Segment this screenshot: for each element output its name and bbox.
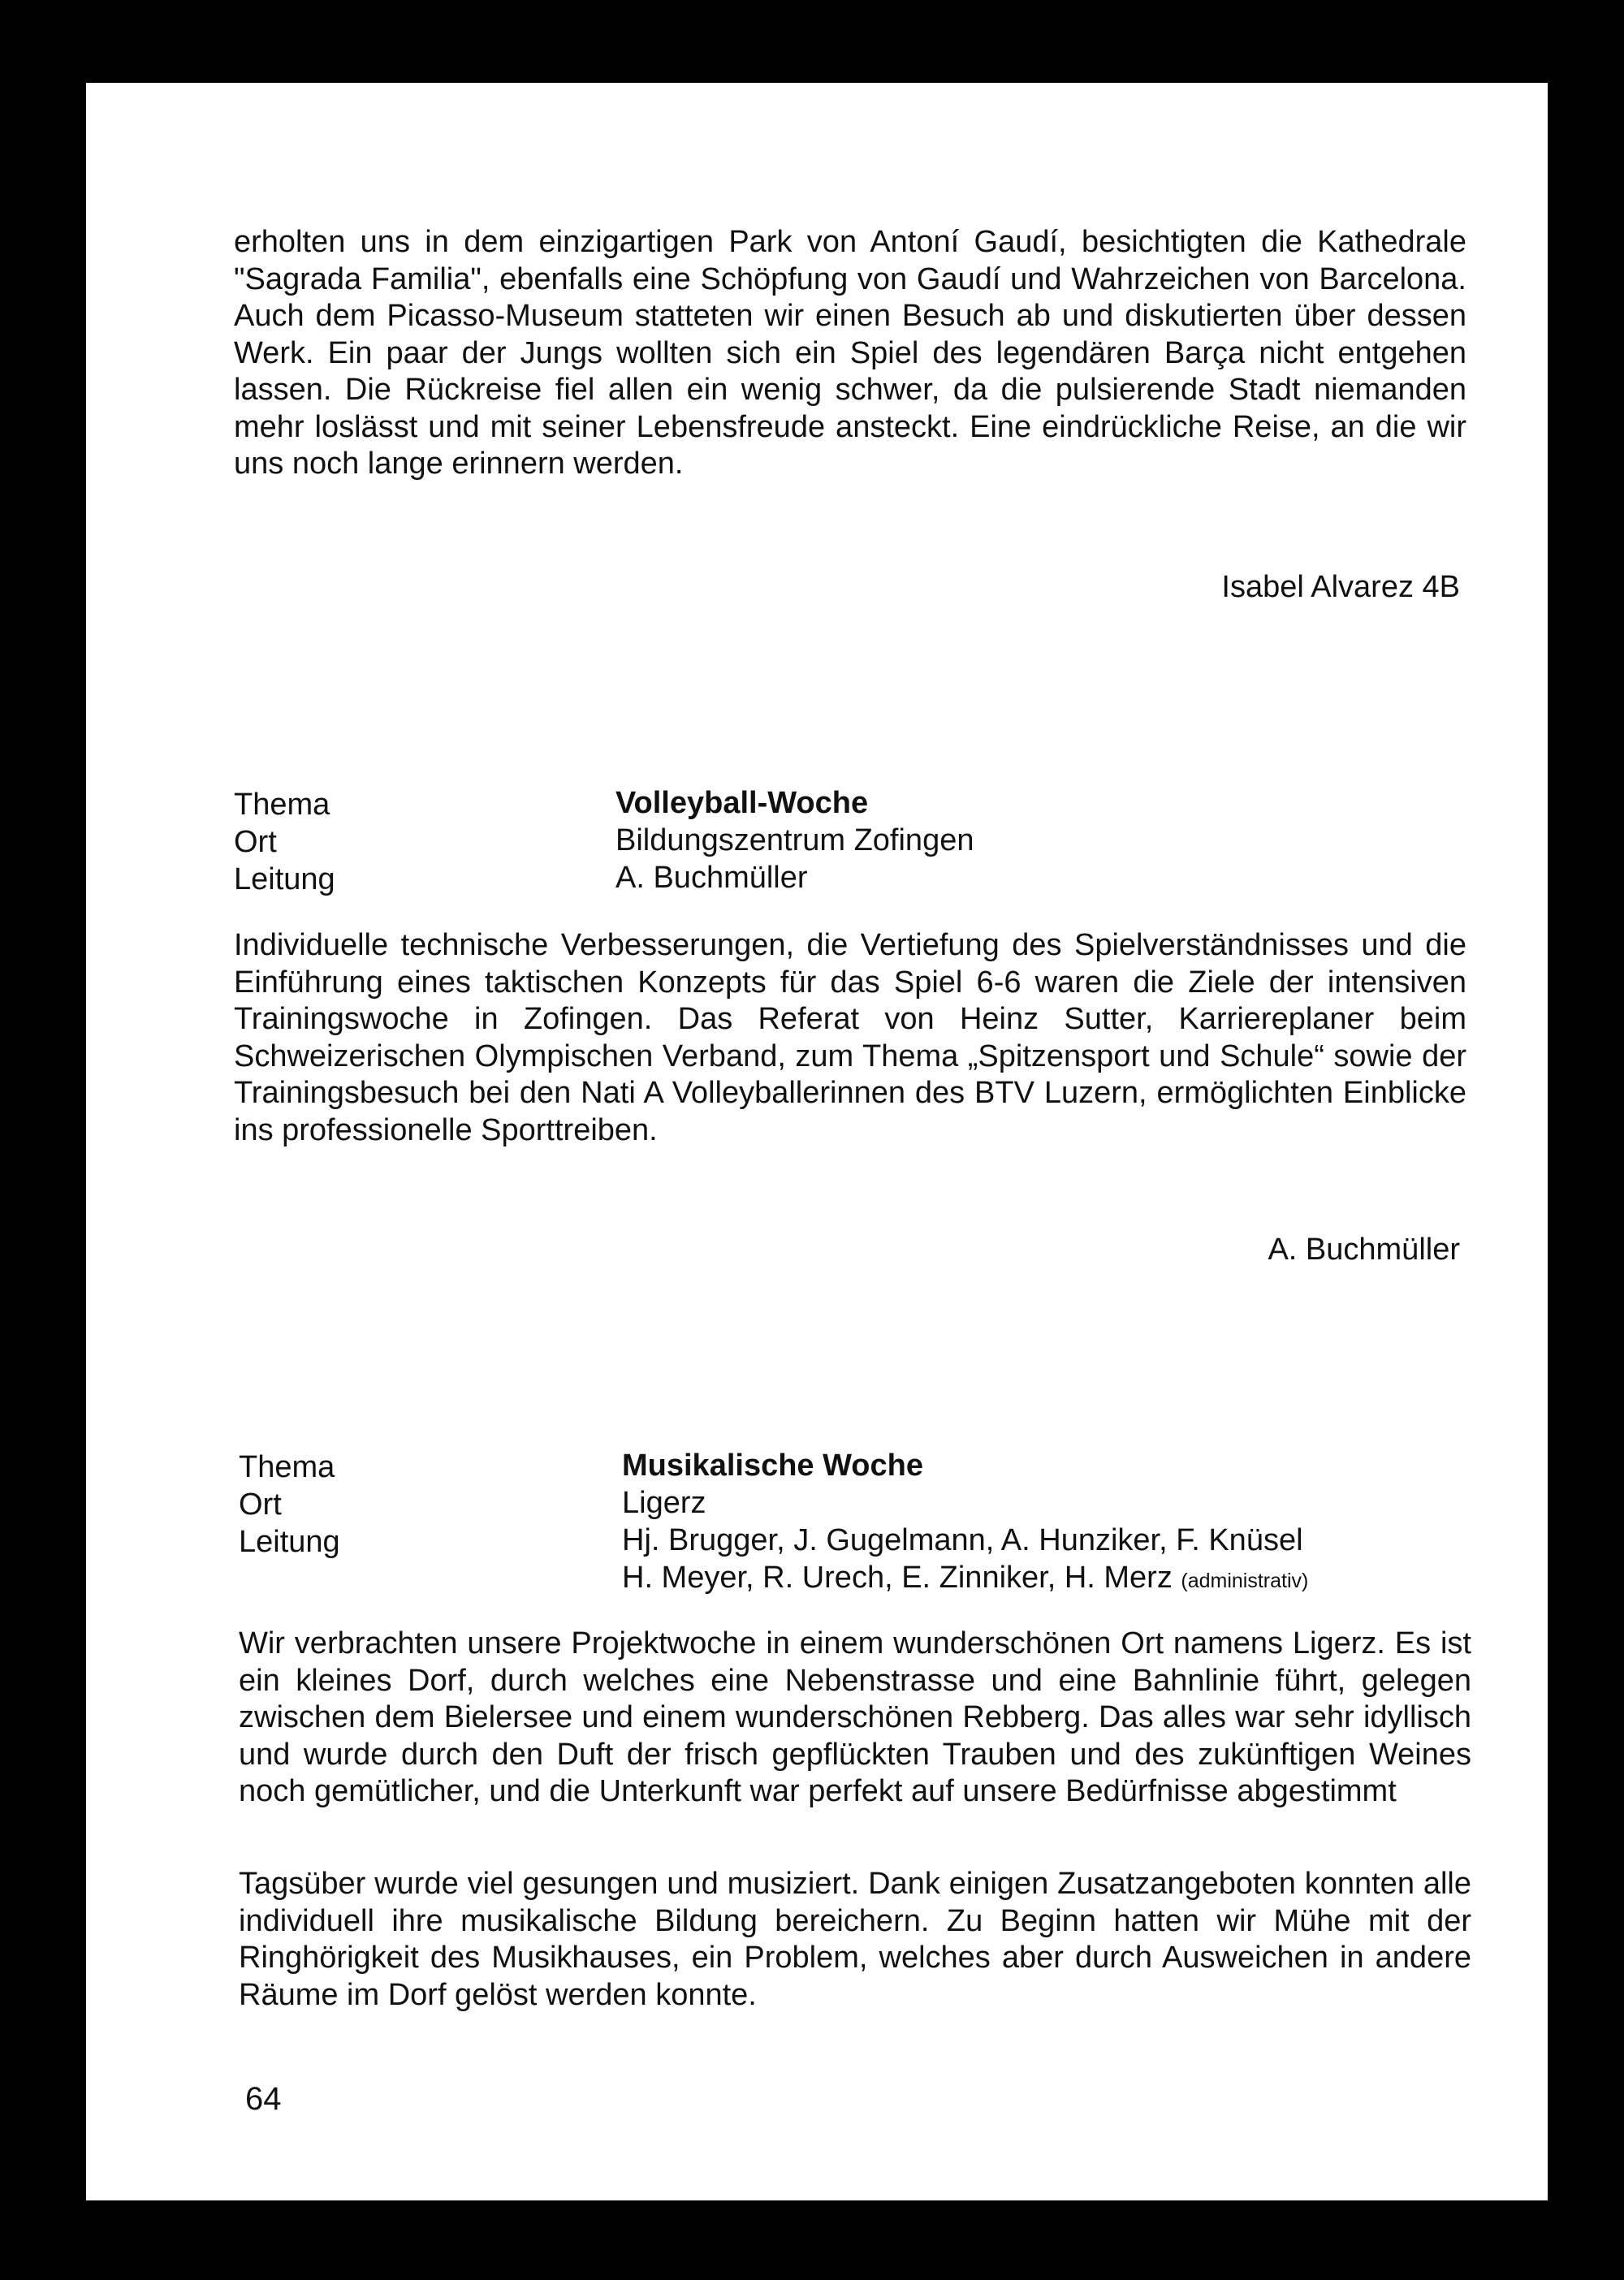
- music-leaders-note: (administrativ): [1181, 1570, 1309, 1592]
- music-leaders-line1: Hj. Brugger, J. Gugelmann, A. Hunziker, F. Knüsel: [622, 1523, 1303, 1557]
- intro-author-signature: Isabel Alvarez 4B: [1221, 570, 1460, 604]
- page-number: 64: [245, 2081, 282, 2117]
- volleyball-label-ort: Ort: [234, 825, 277, 859]
- music-leaders-line2: [622, 1559, 1308, 1600]
- volleyball-location: Bildungszentrum Zofingen: [615, 823, 974, 857]
- music-title: Musikalische Woche: [622, 1449, 923, 1483]
- music-paragraph-2: Tagsüber wurde viel gesungen und musiziert. Dank einigen Zusatzangeboten konnten alle individuell ihre musikalische Bildung bereichern. Zu Beginn hatten wir Mühe mit der Ringhörigkeit des Musikhauses, ein Problem, welches aber durch Ausweichen in andere Räume im Dorf gelöst werden konnte.: [239, 1867, 1471, 2012]
- volleyball-title: Volleyball-Woche: [615, 786, 869, 820]
- music-location: Ligerz: [622, 1486, 706, 1520]
- music-label-leitung: Leitung: [239, 1525, 340, 1559]
- music-label-thema: Thema: [239, 1450, 335, 1484]
- volleyball-label-leitung: Leitung: [234, 862, 335, 896]
- volleyball-author-signature: A. Buchmüller: [1268, 1233, 1460, 1267]
- volleyball-label-thema: Thema: [234, 788, 330, 822]
- music-paragraph-1: Wir verbrachten unsere Projektwoche in einem wunderschönen Ort namens Ligerz. Es ist ein kleines Dorf, durch welches eine Nebenstrasse und eine Bahnlinie führt, gelegen zwischen dem Bielersee und einem wunderschönen Rebberg. Das alles war sehr idyllisch und wurde durch den Duft der frisch gepflückten Trauben und des zukünftigen Weines noch gemütlicher, und die Unterkunft war perfekt auf unsere Bedürfnisse abgestimmt: [239, 1626, 1471, 1808]
- volleyball-paragraph: Individuelle technische Verbesserungen, die Vertiefung des Spielverständnisses und die Einführung eines taktischen Konzepts für das Spiel 6-6 waren die Ziele der intensiven Trainingswoche in Zofingen. Das Referat von Heinz Sutter, Karriereplaner beim Schweizerischen Olympischen Verband, zum Thema „Spitzensport und Schule“ sowie der Trainingsbesuch bei den Nati A Volleyballerinnen des BTV Luzern, ermöglichten Einblicke ins professionelle Sporttreiben.: [234, 928, 1466, 1147]
- music-leaders-names: H. Meyer, R. Urech, E. Zinniker, H. Merz: [622, 1561, 1173, 1595]
- document-page: [86, 83, 1548, 2200]
- volleyball-leader: A. Buchmüller: [615, 861, 808, 895]
- music-label-ort: Ort: [239, 1488, 282, 1522]
- intro-paragraph: erholten uns in dem einzigartigen Park von Antoní Gaudí, besichtigten die Kathedrale "Sagrada Familia", ebenfalls eine Schöpfung von Gaudí und Wahrzeichen von Barcelona. Auch dem Picasso-Museum statteten wir einen Besuch ab und diskutierten über dessen Werk. Ein paar der Jungs wollten sich ein Spiel des legendären Barça nicht entgehen lassen. Die Rückreise fiel allen ein wenig schwer, da die pulsierende Stadt niemanden mehr loslässt und mit seiner Lebensfreude ansteckt. Eine eindrückliche Reise, an die wir uns noch lange erinnern werden.: [234, 225, 1466, 481]
